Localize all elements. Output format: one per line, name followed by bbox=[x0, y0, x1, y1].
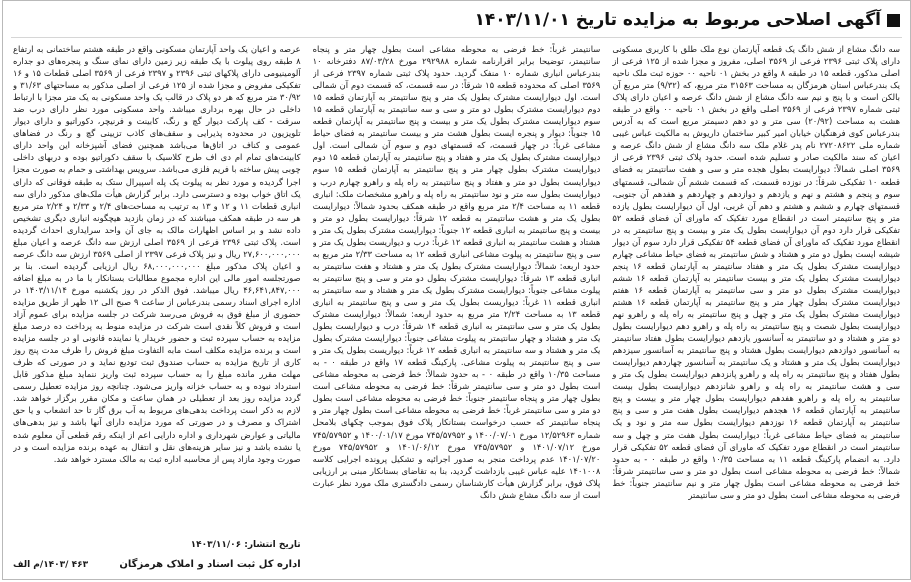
text-column-left bbox=[13, 43, 301, 571]
signature-line bbox=[13, 559, 301, 571]
text-column-middle bbox=[313, 43, 601, 571]
text-column-right bbox=[612, 43, 900, 571]
issuing-office: اداره کل ثبت اسناد و املاک هرمزگان bbox=[119, 558, 301, 570]
notice-page bbox=[2, 0, 911, 580]
header-divider bbox=[11, 37, 902, 38]
column-body bbox=[13, 43, 301, 536]
column-text: عرصه و اعیان یک واحد آپارتمان مسکونی واقع در طبقه هشتم ساختمانی به ارتفاع ۸ طبقه روی پیلوت با یک طبقه زیر زمین دارای نمای سنگ و پنجره‌های دو جداره آلومینیومی دارای پلاکهای ثبتی ۲۳۹۶ و ۲۳۹۷ فرعی از ۳۵۶۹ اصلی قطعات ۱۵ و ۱۶ تفکیکی مفروض و مجزا شده از ۱۲۵ فرعی از اصلی مذکور به مساحتهای ۳۱/۶۳ و ۳۰/۹۲ متر مربع که هر دو پلاک در قالب یک واحد مسکونی به یک متر مجزا با ارتباط داخلی در حال بهره برداری میباشد. واحد مسکونی مورد نظر دارای درب ضد سرقت - کف پارکت دیوار گچ و رنگ، کابینت و فرنیچر، دکوراتیو و دارای دیوار تلویزیون در محدوده پذیرایی و سقف‌های کاذب تزیینی گچ و رنگ در فضاهای عمومی و کناف در اتاق‌ها می‌باشد همچنین فضای آشپزخانه این واحد دارای کابینت‌های تمام ام دی اف طرح کلاسیک با سقف دکوراتیو بوده و دربهای داخلی چوبی پیش ساخته با فریم فلزی می‌باشد. سرویس بهداشتی و حمام به صورت مجزا اجرا گردیده و مورد نظر به پیلوت یک پله اسپیرال ستک به طبقه فوقانی که دارای یک اتاق خواب بوده و دسترسی دارد. برابر گزارش هیأت ملک‌های مذکور دارای سه انباری قطعات ۱۱ و ۱۲ و ۱۳ به ترتیب به مساحت‌های ۲/۴ و ۲/۳۳ و ۲/۲۴ متر مربع هر سه در طبقه همکف میباشند که در زمان بازدید هیچگونه انباری دیگری تشخیص داده نشد و بر اساس اظهارات مالک به جای آن واحد سرایداری احداث گردیده است. پلاک ثبتی ۲۳۹۶ فرعی از ۳۵۶۹ اصلی ارزش سه دانگ عرصه و اعیان مبلغ ۲۷,۶۰۰,۰۰۰,۰۰۰ ریال و نیز پلاک فرعی ۲۳۹۷ از اصلی ۳۵۶۹ ارزش سه دانگ عرصه و اعیان پلاک مذکور مبلغ ۶۸,۰۰۰,۰۰۰,۰۰۰ ریال ارزیابی گردیده است. بنا بر صورتجلسه امور مالی این اداره مجموع مطالبات بستانکار با ما در به مبلغ اضافه ۴۶,۶۴۱,۸۴۷,۰۰۰ ریال میباشد. فوق الذکر در روز یکشنبه مورخ ۱۴۰۳/۱۱/۱۴ در اداره اجرای اسناد رسمی بندرعباس از ساعت ۹ صبح الی ۱۲ ظهر از طریق مزایده حضوری از مبلغ فوق به فروش می‌رسد شرکت در جلسه مزایده برای عموم آزاد است و فروش کلاً نقدی است شرکت در مزایده منوط به پرداخت ده درصد مبلغ مزایده به حساب سپرده ثبت و حضور خریدار یا نماینده قانونی او در جلسه مزایده است و برنده مزایده مکلف است مابه التفاوت مبلغ فروش را ظرف مدت پنج روز کاری از تاریخ مزایده به حساب صندوق ثبت تودیع نماید و در صورتی که ظرف مهلت مقرر مانده مبلغ را به حساب سپرده ثبت واریز ننماید مبلغ مذکور قابل استرداد نبوده و به حساب خزانه واریز می‌شود. چنانچه روز مزایده تعطیل رسمی گردد مزایده روز بعد از تعطیلی در همان ساعت و مکان مقرر برگزار خواهد شد. لازم به ذکر است پرداخت بدهی‌های مربوط به آب برق گاز تا حد انشعاب و یا حق اشتراک و مصرف و در صورتی که مورد مزایده دارای آنها باشد و نیز بدهی‌های مالیاتی و عوارض شهرداری و اداره دارایی اعم از اینکه رقم قطعی آن معلوم شده یا نشده باشد و نیز سایر هزینه‌های نقل و انتقال به عهده برنده مزایده است و در صورت وجود مازاد پس از محاسبه اداره ثبت به مالک مسترد خواهد شد. bbox=[12, 44, 301, 464]
reference-code: ۴۶۳ /۱۴۰۳/م الف bbox=[12, 559, 89, 570]
notice-title: آگهی اصلاحی مربوط به مزایده تاریخ ۱۴۰۳/۱۱/۰۱ bbox=[474, 10, 881, 30]
column-text: سه دانگ مشاع از شش دانگ یک قطعه آپارتمان نوع ملک طلق با کاربری مسکونی دارای پلاک ثبتی ۲۳۹۶ فرعی از ۳۵۶۹ اصلی، مفروز و مجزا شده از ۱۲۵ فرعی از اصلی مذکور، قطعه ۱۵ در طبقه ۸ واقع در بخش ۰۱ ناحیه ۰۰ حوزه ثبت ملک ناحیه یک بندرعباس استان هرمزگان به مساحت ۳۱۵۶۳ متر مربع، که (۹/۳۲) متر مربع آن بالکن است و با پنج و نیم سه دانگ مشاع از شش دانگ عرصه و اعیان دارای پلاک ثبتی شماره ۲۳۹۷ فرعی از ۳۵۶۹ اصلی واقع در بخش ۰۱ ناحیه ۰۰ واقع در طبقه هشت به مساحت (۲۰/۹۲) سی متر و دو دهم دسیمتر مربع است که به آدرس بندرعباس کوی فرهنگیان خیابان امیر کبیر ساختمان داریوش به مالکیت عباس غیبی شماره ملی ۲۷۲۰۸۶۲۲ نام پدر غلام ملک سه دانگ مشاع از شش دانگ عرصه و اعیان که سند مالکیت صادر و تسلیم شده است. حدود پلاک ثبتی ۲۳۹۶ فرعی از ۳۵۶۹ اصلی شمالاً: دیوارایست بطول هجده متر و سی و هفت سانتیمتر به فضای قطعه ۱۰ تفکیکی شرقاً: در نوزده قسمت، که قسمت ششم آن شمالی، قسمتهای سوم و پنجم و هشتم و نهم و یازدهم و دوازدهم و چهاردهم و هفدهم آن جنوبی، قسمتهای چهارم و ششم و هشتم و دهم آن غربی، اول آن دیوارایست بطول یازده متر و پنج سانتیمتر است در انقطاع مورد تفکیک که ماورای آن فضای قطعه ۵۲ تفکیکی قرار دارد دوم آن دیوارایست بطول یک متر و بیست و پنج سانتیمتر به در انقطاع مورد تفکیک که ماورای آن فضای قطعه ۵۴ تفکیکی قرار دارد سوم آن دیوار شیشه ایست بطول دو متر و هشتاد و شش سانتیمتر به فضای حیاط مشاعی چهارم دیوارایست مشترک بطول یک متر و هفتاد سانتیمتر به آپارتمان قطعه ۱۶ پنجم دیوارایست مشترک بطول یک متر و بیست سانتیمتر به آپارتمان قطعه ۱۶ ششم دیوارایست مشترک بطول دو متر و سی سانتیمتر به آپارتمان قطعه ۱۶ هفتم دیوارایست مشترک بطول چهار متر و پنج سانتیمتر به آپارتمان قطعه ۱۶ هشتم دیوارایست مشترک بطول یک متر و چهل و پنج سانتیمتر به راه پله و راهرو نهم دیوارایست بطول شصت و پنج سانتیمتر به راه پله و راهرو دهم دیوارایست بطول دو متر و هشتاد و دو سانتیمتر به آسانسور یازدهم دیوارایست بطول هفتاد سانتیمتر به آسانسور دوازدهم دیوارایست بطول هشتاد و پنج سانتیمتر به آسانسور سیزدهم دیوارایست بطول یک متر و هشتاد و یک سانتیمتر به آسانسور چهاردهم دیوارایست بطول هفتاد و پنج سانتیمتر به راه پله و راهرو پانزدهم دیوارایست بطول یک متر و سی و هشت سانتیمتر به راه پله و راهرو شانزدهم دیوارایست بطول بیست سانتیمتر به راه پله و راهرو هفدهم دیوارایست بطول چهار متر و بیست و پنج سانتیمتر به آپارتمان قطعه ۱۶ هجدهم دیوارایست بطول هفت متر و سی و پنج سانتیمتر به آپارتمان قطعه ۱۶ نوزدهم دیوارایست بطول سه متر و نود و یک سانتیمتر به فضای حیاط مشاعی غرباً: دیوارایست بطول هفت متر و چهل و سه سانتیمتر است در انقطاع مورد تفکیک که ماورای آن فضای قطعه ۵۲ تفکیکی قرار دارد. به انضمام پارکینگ قطعه ۱۱ به مساحت ۱۰/۳۵ واقع در طبقه ۰ - به حدود شمالاً: خط فرضی به محوطه مشاعی است بطول دو متر و سی سانتیمتر شرقاً: خط فرضی به محوطه مشاعی است بطول چهار متر و نیم سانتیمتر جنوباً: خط فرضی به محوطه مشاعی است بطول دو متر و سی سانتیمتر bbox=[612, 44, 900, 500]
notice-body bbox=[13, 43, 900, 571]
publish-date: تاریخ انتشار: ۱۴۰۳/۱۱/۰۶ bbox=[190, 539, 301, 550]
column-text: سانتیمتر غرباً: خط فرضی به محوطه مشاعی است بطول چهار متر و پنجاه سانتیمتر، توضیحا برابر اقرارنامه شماره ۲۹۲۹۸۸ مورخ ۸۷/۰۳/۲۸ دفترخانه ۱۰ بندرعباس انباری شماره ۱۰ منفک گردید. حدود پلاک ثبتی شماره ۲۳۹۷ فرعی از ۳۵۶۹ اصلی که محدوده قطعه ۱۵ شرقاً: در سه قسمت، که قسمت دوم آن شمالی است. اول دیوارایست مشترک بطول یک متر و پنج سانتیمتر به آپارتمان قطعه ۱۵ دوم دیوارایست مشترک بطول دو متر و سی و سه سانتیمتر به آپارتمان قطعه ۱۵ سوم دیوارایست مشترک بطول یک متر و بیست و پنج سانتیمتر به آپارتمان قطعه ۱۵ جنوباً: دیوار و پنجره ایست بطول هشت متر و بیست سانتیمتر به فضای حیاط مشاعی غرباً: در چهار قسمت، که قسمتهای دوم و سوم آن شمالی است. اول دیوارایست مشترک بطول یک متر و هفتاد و پنج سانتیمتر به آپارتمان قطعه ۱۵ دوم دیوارایست مشترک بطول چهار متر و پنج سانتیمتر به آپارتمان قطعه ۱۵ سوم دیوارایست بطول دو متر و هفتاد و پنج سانتیمتر به راه پله و راهرو چهارم درب و دیوارایست بطول سه متر و نود سانتیمتر به راه پله و راهرو مشخصات ملک: انباری قطعه ۱۱ به مساحت ۲/۴ متر مربع واقع در طبقه همکف بحدود شمالاً: دیوارایست بطول یک متر و هشت سانتیمتر به قطعه ۱۲ شرقاً: دیوارایست بطول دو متر و بیست و پنج سانتیمتر به انباری قطعه ۱۲ جنوباً: دیوارایست مشترک بطول یک متر و هشتاد و هشت سانتیمتر به انباری قطعه ۱۲ غرباً: درب و دیواریست بطول یک متر و سی و پنج سانتیمتر به پیلوت مشاعی انباری قطعه ۱۲ به مساحت ۲/۳۳ متر مربع به حدود اربعه: شمالاً: دیوارایست مشترک بطول یک متر و هشتاد و هفت سانتیمتر به انباری قطعه ۱۳ شرقاً: دیوارایست مشترک بطول دو متر و سی و پنج سانتیمتر به پیلوت مشاعی جنوباً: دیوارایست مشترک بطول یک متر و هشتاد و سه سانتیمتر به انباری قطعه ۱۱ غرباً: دیواریست بطول یک متر و سی و پنج سانتیمتر به انباری قطعه ۱۳ به مساحت ۲/۲۴ متر مربع به حدود اربعه: شمالاً: دیوارایست مشترک بطول یک متر و سی سانتیمتر به انباری قطعه ۱۴ شرقاً: درب و دیوارایست بطول یک متر و هشتاد و چهار سانتیمتر به پیلوت مشاعی جنوباً: دیوارایست مشترک بطول یک متر و هشتاد و سه سانتیمتر به انباری قطعه ۱۲ غرباً: دیواریست بطول یک متر و سی و پنج سانتیمتر به پیلوت مشاعی. پارکینگ قطعه ۱۷ واقع در طبقه ۰ - به مساحت ۱۰/۳۵ واقع در طبقه ۰ - به حدود شمالاً: خط فرضی به محوطه مشاعی است بطول دو متر و سی سانتیمتر شرقاً: خط فرضی به محوطه مشاعی است بطول چهار متر و پنجاه سانتیمتر جنوباً: خط فرضی به محوطه مشاعی است بطول دو متر و سی سانتیمتر غرباً: خط فرضی به محوطه مشاعی است بطول چهار متر و پنجاه سانتیمتر که حسب درخواست بستانکار پلاک فوق بموجب چکهای بلامحل شماره ۱۲/۵۲۹۶۳ مورخ ۱۴۰۰/۰۷/۰۱ و ۷۴۵/۵۷۹۵۲ مورخ ۱۴۰۰/۰۱/۱۷ و ۷۴۵/۵۷۹۵۲ مورخ ۱۴۰۱/۰۷/۱۲ و ۷۴۵/۵۷۹۵۲ مورخ ۱۴۰۱/۰۶/۱۲ و ۷۴۵/۵۷۹۵۲ مورخ ۱۴۰۱/۰۷/۲۰ عدم پرداخت منجر به صدور اجرائیه و تشکیل پرونده اجرایی کلاسه ۱۴۰۱۰۰۸ علیه عباس غیبی بازداشت گردید، بنا به تقاضای بستانکار مبنی بر ارزیابی پلاک فوق، برابر گزارش هیأت کارشناسان رسمی دادگستری ملک مورد نظر عبارت است از سه دانگ مشاع شش دانگ bbox=[312, 44, 601, 500]
notice-header bbox=[13, 7, 900, 33]
title-bullet-icon bbox=[887, 14, 900, 27]
